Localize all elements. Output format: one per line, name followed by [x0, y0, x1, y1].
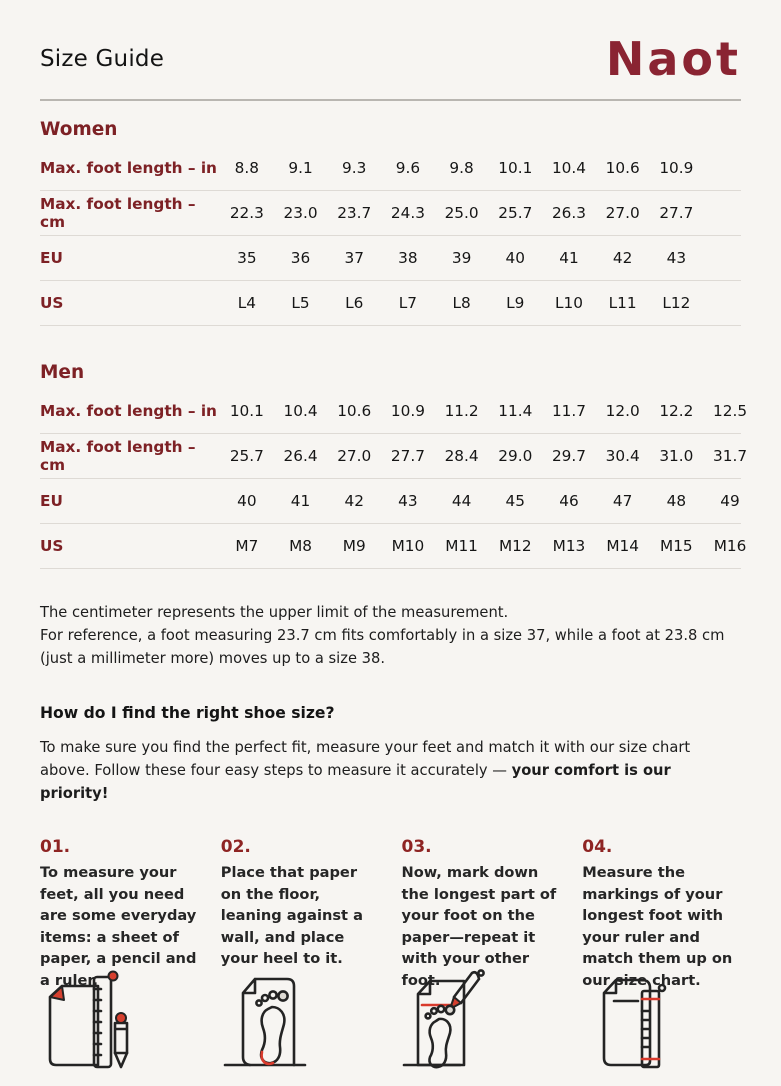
size-value: L4 [237, 294, 256, 312]
size-value: 35 [237, 249, 257, 267]
measurement-notes [40, 601, 752, 670]
size-value: 45 [505, 492, 526, 510]
size-value: 8.8 [234, 159, 259, 177]
howto-body-text: To make sure you find the perfect fit, measure your feet and match it with our size chart above. Follow these four easy steps to measure it accurately — [40, 739, 691, 779]
row-label: EU [40, 492, 63, 510]
row-values [220, 402, 757, 420]
size-value: 10.1 [498, 159, 533, 177]
step-number: 04. [582, 837, 613, 857]
table-row [40, 236, 741, 281]
size-value: 10.9 [659, 159, 694, 177]
row-values [220, 537, 757, 555]
size-value: L6 [345, 294, 364, 312]
size-value: 42 [612, 249, 633, 267]
table-row [40, 434, 748, 479]
step-3-body [401, 837, 561, 989]
row-values [220, 204, 703, 222]
step-number: 01. [40, 837, 71, 857]
size-value: 30.4 [605, 447, 640, 465]
step-1-body [40, 837, 199, 989]
step-4 [582, 837, 741, 1075]
step-number: 02. [220, 837, 251, 857]
size-value: 23.7 [337, 204, 372, 222]
size-value: 40 [237, 492, 257, 510]
step-4-body [582, 837, 741, 989]
size-value: 29.7 [551, 447, 586, 465]
size-value: L11 [608, 294, 637, 312]
paper-footprint-heel-icon [221, 967, 380, 1075]
note-line: For reference, a foot measuring 23.7 cm fits comfortably in a size 37, while a foot at 23.8 cm (just a millimeter more) moves up to a size 38. [40, 627, 725, 667]
size-value: 25.7 [498, 204, 533, 222]
row-label: Max. foot length – cm [40, 195, 196, 231]
step-2-body [221, 837, 380, 965]
size-value: 12.0 [605, 402, 640, 420]
row-values [220, 294, 703, 312]
step-1 [40, 837, 199, 1075]
size-value: 9.1 [288, 159, 313, 177]
naot-logo: Naot [605, 32, 741, 86]
row-label: Max. foot length – cm [40, 438, 196, 474]
size-value: 10.9 [390, 402, 425, 420]
size-value: 10.1 [229, 402, 264, 420]
size-value: 39 [451, 249, 472, 267]
measurement-steps [40, 837, 741, 1075]
header-divider [40, 99, 741, 101]
size-value: M8 [289, 537, 312, 555]
table-row [40, 281, 741, 326]
size-value: 28.4 [444, 447, 479, 465]
size-value: 24.3 [390, 204, 425, 222]
step-text: Measure the markings of your longest foot with your ruler and match them up on our size chart. [582, 864, 733, 989]
size-value: M10 [391, 537, 425, 555]
size-value: M13 [552, 537, 586, 555]
size-value: M9 [342, 537, 366, 555]
table-row [40, 479, 741, 524]
size-value: 43 [666, 249, 687, 267]
size-value: M12 [498, 537, 532, 555]
size-value: 10.4 [551, 159, 586, 177]
size-value: 10.6 [337, 402, 372, 420]
size-value: 44 [451, 492, 472, 510]
size-value: 27.7 [659, 204, 694, 222]
size-value: 26.3 [551, 204, 586, 222]
row-label: Max. foot length – in [40, 159, 217, 177]
size-value: L9 [506, 294, 525, 312]
row-label: Max. foot length – in [40, 402, 217, 420]
table-row [40, 146, 741, 191]
step-3 [402, 837, 561, 1075]
size-value: 38 [398, 249, 418, 267]
header [40, 30, 741, 88]
size-value: 29.0 [498, 447, 533, 465]
size-value: M16 [713, 537, 747, 555]
size-value: 11.2 [444, 402, 479, 420]
size-value: 10.4 [283, 402, 318, 420]
table-row [40, 389, 748, 434]
step-text: Place that paper on the floor, leaning against a wall, and place your heel to it. [220, 864, 363, 967]
size-value: 36 [290, 249, 311, 267]
row-values [220, 447, 757, 465]
size-value: 12.2 [659, 402, 694, 420]
howto-body-bold: your comfort is our priority! [40, 762, 671, 802]
size-value: L5 [291, 294, 310, 312]
size-value: 26.4 [283, 447, 318, 465]
table-row [40, 191, 741, 236]
size-value: 9.8 [449, 159, 474, 177]
size-value: 25.7 [229, 447, 264, 465]
table-row [40, 524, 747, 569]
women-size-table [40, 146, 741, 326]
size-value: 22.3 [229, 204, 264, 222]
size-value: 27.0 [337, 447, 372, 465]
size-value: M7 [235, 537, 259, 555]
size-value: L8 [452, 294, 471, 312]
size-value: 49 [720, 492, 740, 510]
row-label: US [40, 294, 64, 312]
step-2 [221, 837, 380, 1075]
row-values [220, 492, 757, 510]
size-value: 31.0 [659, 447, 694, 465]
size-value: 11.7 [551, 402, 586, 420]
size-value: 40 [505, 249, 526, 267]
size-value: 48 [666, 492, 687, 510]
size-value: L12 [662, 294, 691, 312]
size-value: 43 [398, 492, 418, 510]
size-value: 9.3 [342, 159, 367, 177]
size-value: M11 [445, 537, 478, 555]
size-value: 10.6 [605, 159, 640, 177]
note-line: The centimeter represents the upper limit of the measurement. [40, 604, 509, 621]
step-text: To measure your feet, all you need are some everyday items: a sheet of paper, a pencil and a ruler. [40, 864, 197, 989]
row-label: EU [40, 249, 63, 267]
size-value: 42 [344, 492, 364, 510]
size-value: M15 [660, 537, 693, 555]
women-section-heading: Women [40, 119, 118, 140]
row-label: US [40, 537, 64, 555]
howto-body [40, 736, 740, 805]
page-title: Size Guide [40, 46, 165, 72]
row-values [220, 159, 703, 177]
size-value: 41 [290, 492, 311, 510]
size-value: 47 [612, 492, 633, 510]
size-value: 37 [344, 249, 364, 267]
size-value: 27.7 [390, 447, 425, 465]
step-number: 03. [401, 837, 432, 857]
size-value: 25.0 [444, 204, 479, 222]
size-value: 27.0 [605, 204, 640, 222]
size-value: L10 [554, 294, 583, 312]
step-text: Now, mark down the longest part of your foot on the paper—repeat it with your other foot. [401, 864, 557, 989]
row-values [220, 249, 703, 267]
size-value: 12.5 [713, 402, 748, 420]
size-value: 31.7 [713, 447, 748, 465]
size-value: 9.6 [395, 159, 421, 177]
size-value: M14 [606, 537, 639, 555]
size-value: 41 [559, 249, 579, 267]
size-value: 23.0 [283, 204, 318, 222]
size-value: 11.4 [498, 402, 533, 420]
size-value: L7 [398, 294, 418, 312]
howto-heading: How do I find the right shoe size? [40, 704, 335, 722]
men-section-heading: Men [40, 362, 85, 383]
men-size-table [40, 389, 748, 569]
size-value: 46 [559, 492, 579, 510]
